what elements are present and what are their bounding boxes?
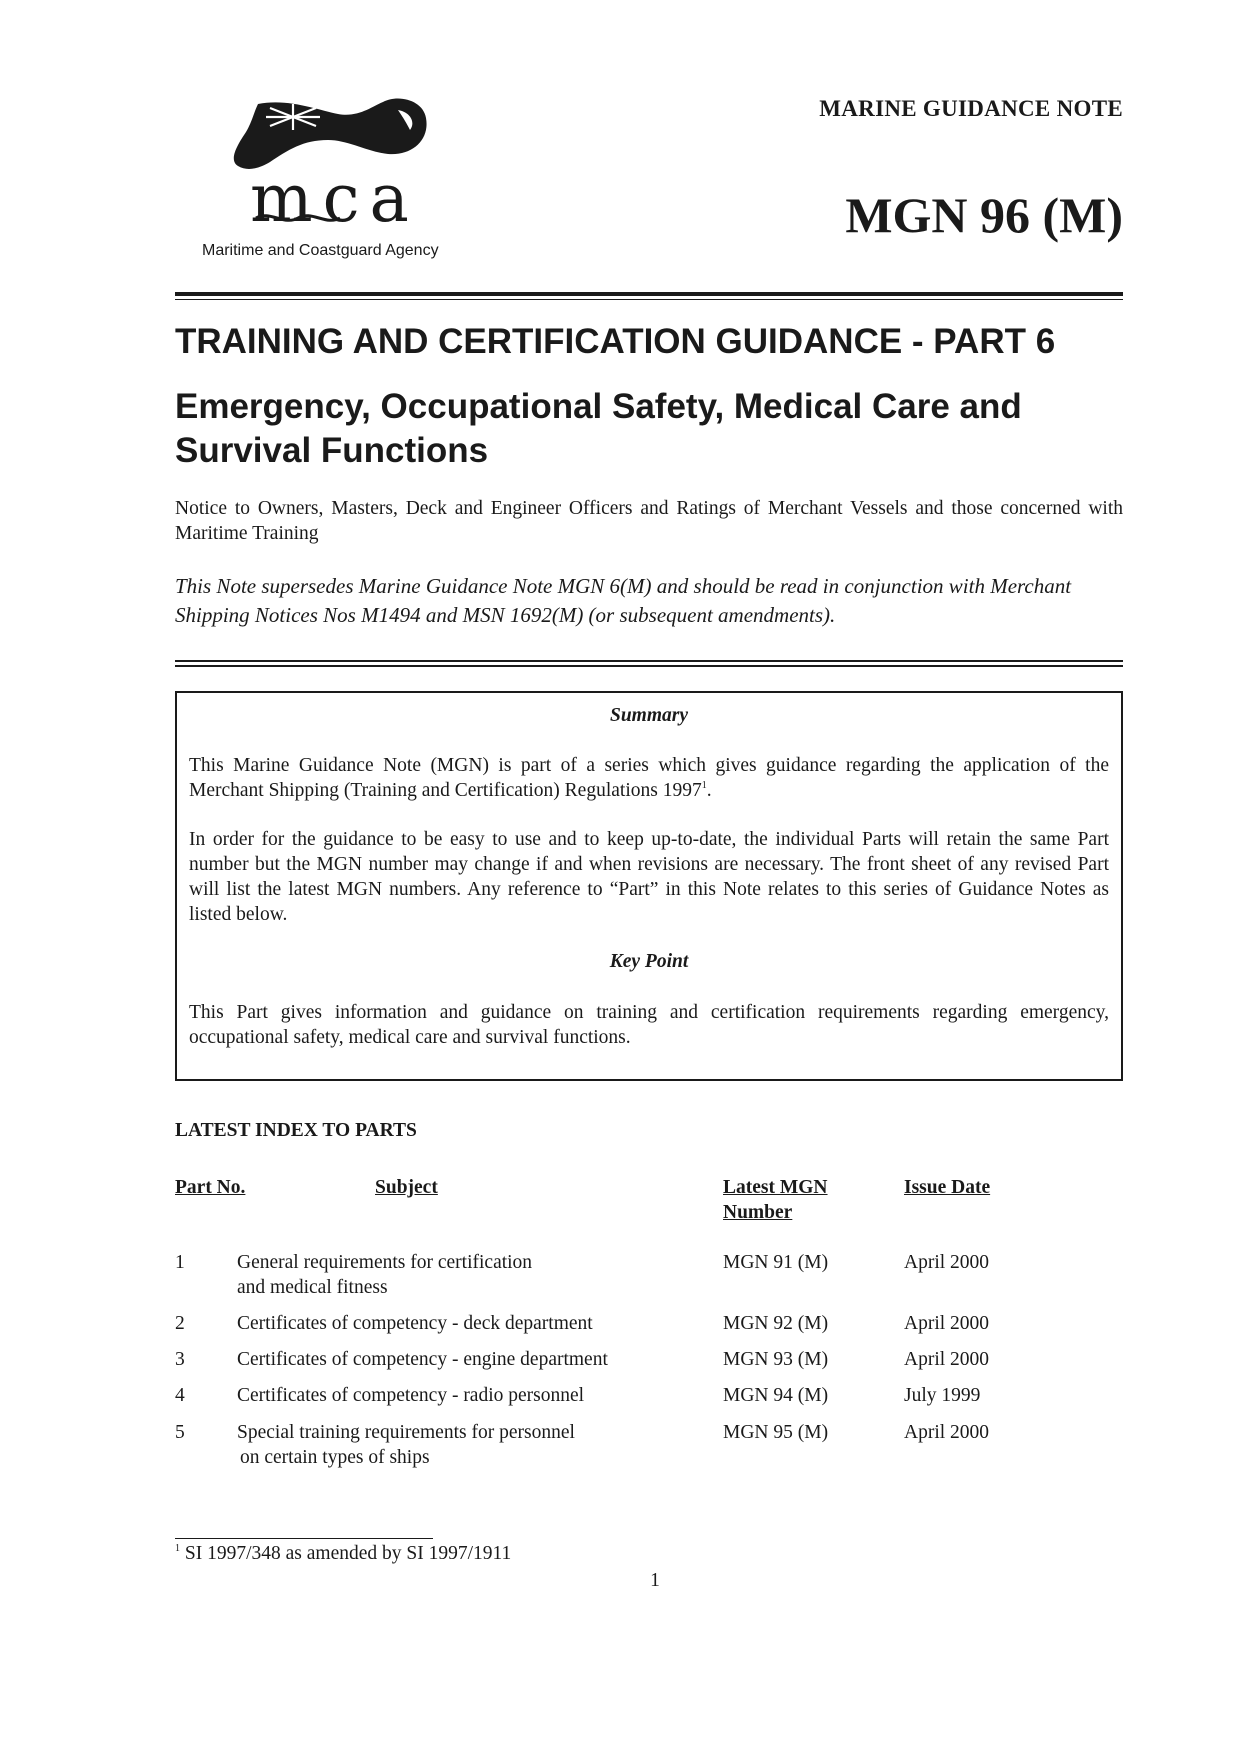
summary-paragraph-1-end: . [706, 780, 712, 801]
footnote-ref: 1 [701, 780, 707, 791]
supersedes-text: This Note supersedes Marine Guidance Note MGN 6(M) and should be read in conjunction with Merchant Shipping Notices Nos M1494 and MSN 1692(M) (or subsequent amendments). [175, 574, 1072, 627]
row-4-date: July 1999 [904, 1385, 981, 1406]
row-5-subject-line2: on certain types of ships [240, 1447, 430, 1468]
row-2-mgn: MGN 92 (M) [723, 1313, 829, 1334]
row-1-subject-line2: and medical fitness [237, 1277, 388, 1298]
column-header-part-no: Part No. [175, 1177, 246, 1198]
page-number: 1 [650, 1570, 660, 1591]
summary-heading: Summary [609, 705, 689, 726]
page-title: TRAINING AND CERTIFICATION GUIDANCE - PART 6 [175, 322, 1056, 361]
logo-wordmark: mca [250, 160, 419, 237]
row-3-date: April 2000 [904, 1349, 990, 1370]
row-4-subject: Certificates of competency - radio personnel [237, 1385, 585, 1406]
footnote-marker: 1 [175, 1543, 180, 1554]
notice-text: Notice to Owners, Masters, Deck and Engineer Officers and Ratings of Merchant Vessels and those concerned with Maritime Training [175, 498, 1123, 544]
row-1-subject-line1: General requirements for certification [237, 1252, 533, 1273]
header-rule [175, 292, 1123, 296]
row-1-part-no: 1 [175, 1252, 185, 1273]
summary-paragraph-1 [189, 753, 1109, 803]
row-3-part-no: 3 [175, 1349, 185, 1370]
agency-name: Maritime and Coastguard Agency [202, 242, 439, 259]
column-header-latest-mgn-line2: Number [723, 1202, 793, 1223]
header-rule-thin [175, 299, 1123, 300]
index-heading: LATEST INDEX TO PARTS [175, 1120, 417, 1141]
key-point-paragraph: This Part gives information and guidance on training and certification requirements regarding emergency, occupational safety, medical care and survival functions. [189, 1002, 1109, 1048]
column-header-subject: Subject [375, 1177, 438, 1198]
row-5-part-no: 5 [175, 1422, 185, 1443]
row-5-mgn: MGN 95 (M) [723, 1422, 829, 1443]
key-point-heading: Key Point [609, 951, 689, 972]
summary-paragraph-2: In order for the guidance to be easy to use and to keep up-to-date, the individual Parts will retain the same Part number but the MGN number may change if and when revisions are necessary. The front sheet of any revised Part will list the latest MGN numbers. Any reference to “Part” in this Note relates to this series of Guidance Notes as listed below. [189, 829, 1109, 925]
row-3-subject: Certificates of competency - engine department [237, 1349, 608, 1370]
column-header-latest-mgn-line1: Latest MGN [723, 1177, 828, 1198]
row-4-mgn: MGN 94 (M) [723, 1385, 829, 1406]
page-subtitle: Emergency, Occupational Safety, Medical Care and Survival Functions [175, 387, 1022, 470]
row-3-mgn: MGN 93 (M) [723, 1349, 829, 1370]
section-rule [175, 660, 1123, 662]
row-5-subject [237, 1420, 707, 1470]
footnote-rule [175, 1538, 433, 1539]
row-5-subject-line1: Special training requirements for personnel [237, 1422, 575, 1443]
mca-logo [198, 96, 498, 266]
row-2-part-no: 2 [175, 1313, 185, 1334]
summary-paragraph-1-text: This Marine Guidance Note (MGN) is part of a series which gives guidance regarding the application of the Merchant Shipping (Training and Certification) Regulations 1997 [189, 755, 1109, 801]
note-type: MARINE GUIDANCE NOTE [819, 96, 1123, 121]
summary-box [175, 691, 1123, 1081]
row-4-part-no: 4 [175, 1385, 185, 1406]
footnote-text: SI 1997/348 as amended by SI 1997/1911 [180, 1543, 512, 1564]
row-1-mgn: MGN 91 (M) [723, 1252, 829, 1273]
row-1-subject [237, 1250, 707, 1300]
mgn-number: MGN 96 (M) [845, 187, 1123, 243]
column-header-issue-date: Issue Date [904, 1177, 991, 1198]
footnote [175, 1543, 511, 1565]
section-rule-2 [175, 665, 1123, 667]
row-5-date: April 2000 [904, 1422, 990, 1443]
row-2-subject: Certificates of competency - deck department [237, 1313, 593, 1334]
column-header-latest-mgn [723, 1175, 828, 1225]
row-1-date: April 2000 [904, 1252, 990, 1273]
row-2-date: April 2000 [904, 1313, 990, 1334]
